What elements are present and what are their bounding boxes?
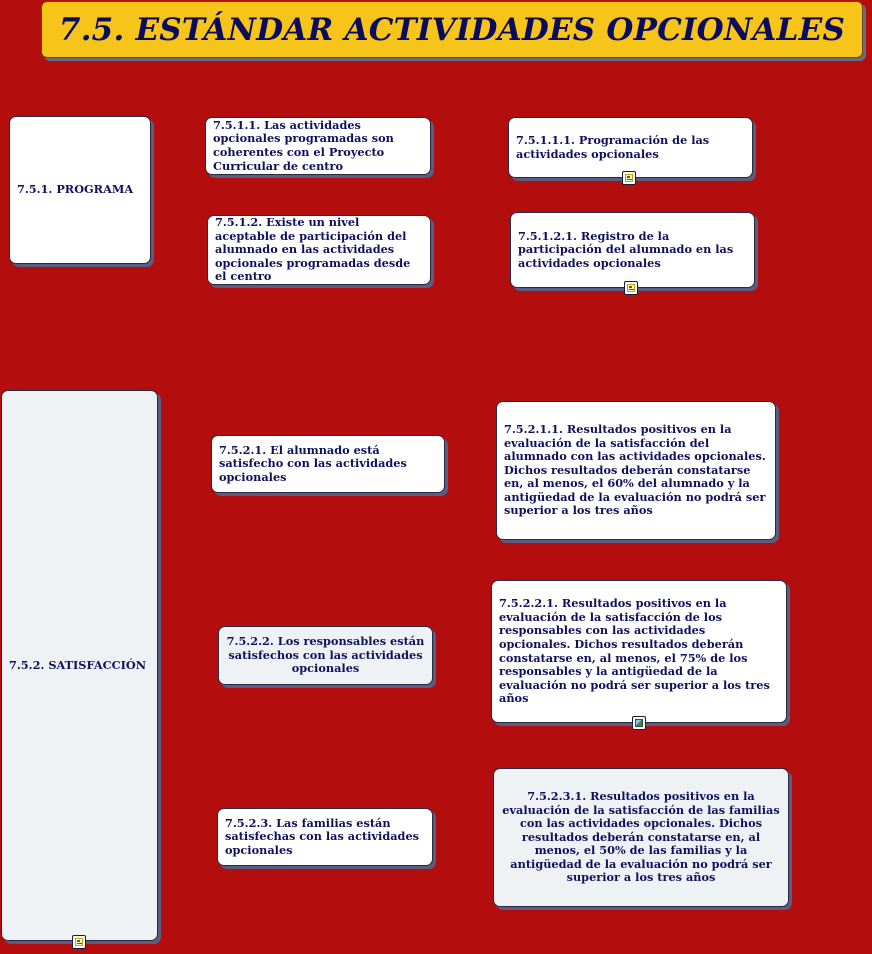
node-evidencia-7-5-1-1-1[interactable] bbox=[508, 117, 753, 178]
node-criterio-7-5-2-2[interactable] bbox=[218, 626, 433, 685]
page-title bbox=[41, 1, 863, 58]
node-criterio-7-5-2-2-text: 7.5.2.2. Los responsables están satisfechos con las actividades opcionales bbox=[226, 634, 425, 676]
node-evidencia-7-5-2-1-1-text: 7.5.2.1.1. Resultados positivos en la evaluación de la satisfacción del alumnado con las actividades opcionales. Dichos resultados deberán constatarse en, al menos, el 60% del alumnado y la antigüedad de la evaluación no podrá ser superior a los tres años bbox=[504, 421, 766, 518]
document-link-icon[interactable] bbox=[72, 935, 86, 949]
node-criterio-7-5-1-2[interactable] bbox=[207, 215, 431, 285]
node-evidencia-7-5-1-1-1-text: 7.5.1.1.1. Programación de las actividades opcionales bbox=[516, 132, 710, 161]
node-satisfaccion-label: 7.5.2. SATISFACCIÓN bbox=[9, 657, 147, 672]
node-criterio-7-5-1-2-text: 7.5.1.2. Existe un nivel aceptable de participación del alumnado en las actividades opcionales programadas desde el centro bbox=[215, 215, 411, 284]
node-evidencia-7-5-1-2-1[interactable] bbox=[510, 212, 755, 288]
node-programa-label: 7.5.1. PROGRAMA bbox=[17, 182, 134, 197]
node-satisfaccion[interactable] bbox=[1, 390, 158, 941]
document-link-icon[interactable] bbox=[622, 171, 636, 185]
node-evidencia-7-5-1-2-1-text: 7.5.1.2.1. Registro de la participación del alumnado en las actividades opcionales bbox=[518, 228, 734, 270]
page-title-text: 7.5. ESTÁNDAR ACTIVIDADES OPCIONALES bbox=[58, 11, 846, 48]
node-criterio-7-5-2-1[interactable] bbox=[211, 435, 445, 493]
node-criterio-7-5-1-1-text: 7.5.1.1. Las actividades opcionales programadas son coherentes con el Proyecto Curricular de centro bbox=[213, 117, 394, 173]
node-criterio-7-5-2-3[interactable] bbox=[217, 808, 433, 866]
node-evidencia-7-5-2-2-1[interactable] bbox=[491, 580, 787, 723]
node-criterio-7-5-2-1-text: 7.5.2.1. El alumnado está satisfecho con las actividades opcionales bbox=[219, 442, 407, 484]
image-link-icon[interactable] bbox=[632, 716, 646, 730]
node-evidencia-7-5-2-3-1[interactable] bbox=[493, 768, 789, 907]
node-criterio-7-5-1-1[interactable] bbox=[205, 117, 431, 175]
node-programa[interactable] bbox=[9, 116, 151, 264]
node-criterio-7-5-2-3-text: 7.5.2.3. Las familias están satisfechas con las actividades opcionales bbox=[225, 815, 419, 857]
document-link-icon[interactable] bbox=[624, 281, 638, 295]
node-evidencia-7-5-2-3-1-text: 7.5.2.3.1. Resultados positivos en la evaluación de la satisfacción de las familias con las actividades opcionales. Dichos resultados deberán constatarse en, al menos, el 50% de las familias y la antigüedad de la evaluación no podrá ser superior a los tres años bbox=[502, 788, 780, 885]
node-evidencia-7-5-2-1-1[interactable] bbox=[496, 401, 776, 540]
node-evidencia-7-5-2-2-1-text: 7.5.2.2.1. Resultados positivos en la evaluación de la satisfacción de los responsables con las actividades opcionales. Dichos resultados deberán constatarse en, al menos, el 75% de los responsables y la antigüedad de la evaluación no podrá ser superior a los tres años bbox=[499, 596, 770, 706]
